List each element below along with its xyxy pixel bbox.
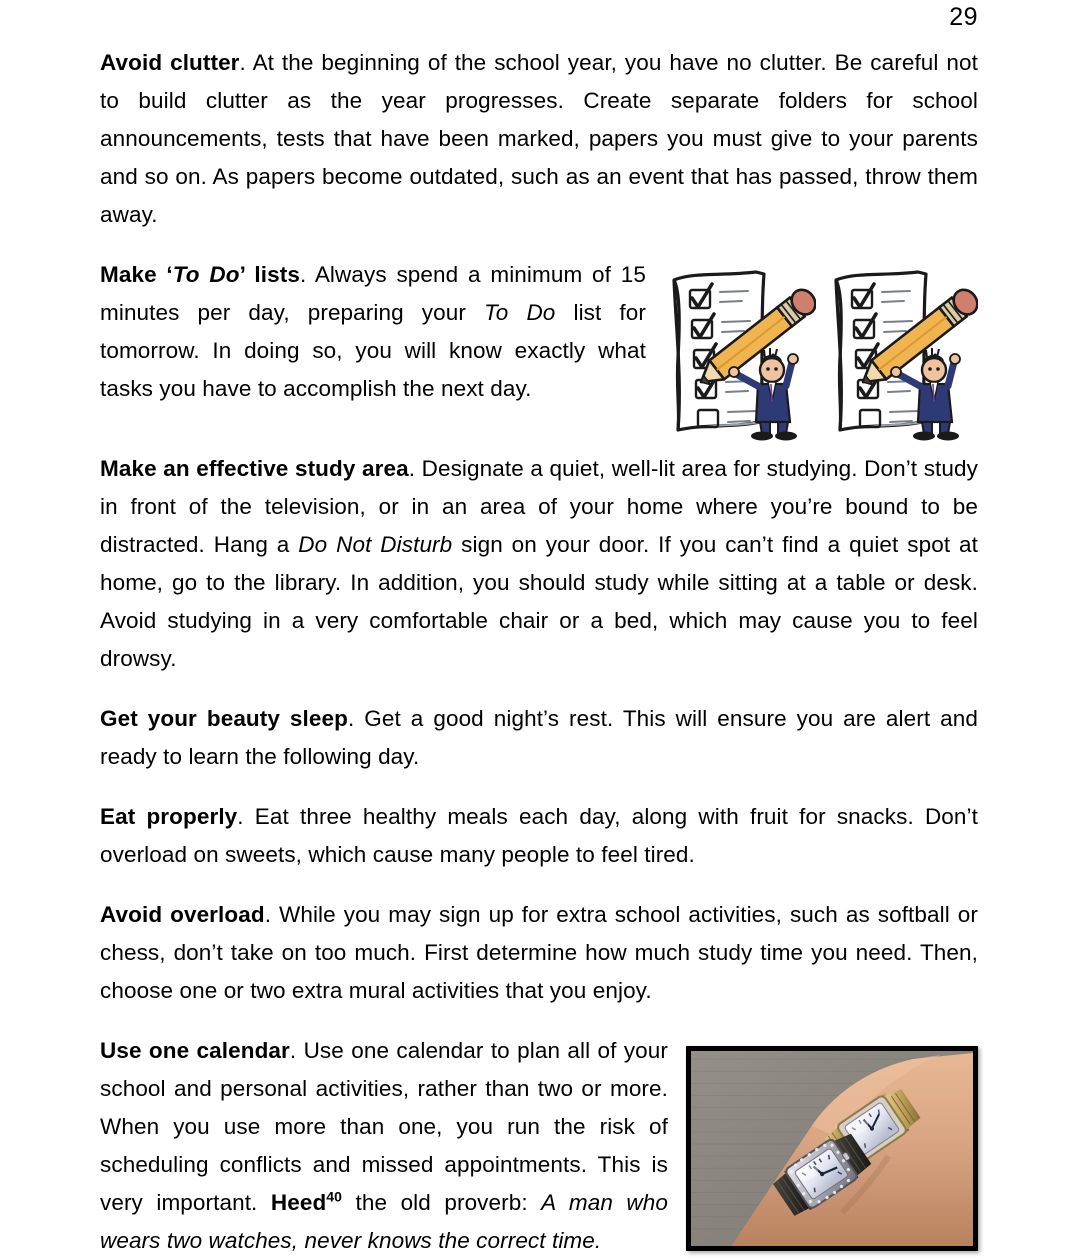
- page-content: [100, 44, 978, 1260]
- paragraph-lead-label: Avoid overload: [100, 902, 265, 927]
- paragraph-lead-label: Use one calendar: [100, 1038, 290, 1063]
- footnote-marker: 40: [326, 1188, 343, 1205]
- paragraph-avoid-clutter: [100, 44, 978, 234]
- paragraph-lead-label: Avoid clutter: [100, 50, 240, 75]
- paragraph-body-text-part2: sign on your door. If you can’t find a quiet spot at home, go to the library. In addition, you should study while sitting at a table or desk. Avoid studying in a very comfortable chair or a bed, which may cause you to feel drowsy.: [100, 532, 978, 671]
- paragraph-body-text: . While you may sign up for extra school activities, such as softball or chess, don’t take on too much. First determine how much study time you need. Then, choose one or two extra mural activities that you enjoy.: [100, 902, 978, 1003]
- lead-prefix: Make ‘: [100, 262, 173, 287]
- paragraph-eat-properly: [100, 798, 978, 874]
- page-number: 29: [949, 3, 978, 31]
- paragraph-lead-label: [100, 262, 300, 287]
- paragraph-lead-label: Make an effective study area: [100, 456, 409, 481]
- paragraph-effective-study-area: [100, 450, 978, 678]
- paragraph-beauty-sleep: [100, 700, 978, 776]
- checklist-person-pencil-icon: [822, 262, 978, 442]
- body-italic-do-not-disturb: Do Not Disturb: [298, 532, 453, 557]
- heed-bold-word: Heed: [270, 1190, 327, 1215]
- paragraph-body-text-part1: . Always spend a minimum of 15 minutes per day, preparing your: [100, 262, 646, 325]
- paragraph-lead-label: Eat properly: [100, 804, 238, 829]
- lead-suffix: ’ lists: [239, 262, 300, 287]
- paragraph-avoid-overload: [100, 896, 978, 1010]
- proverb-italic-text: A man who wears two watches, never knows the correct time.: [100, 1190, 669, 1253]
- paragraph-lead-label: Get your beauty sleep: [100, 706, 348, 731]
- checklist-person-pencil-icon: [660, 262, 816, 442]
- todo-clipart-group: [660, 262, 978, 444]
- paragraph-body-text: . Get a good night’s rest. This will ensure you are alert and ready to learn the following day.: [100, 706, 978, 769]
- body-italic-to-do: To Do: [484, 300, 556, 325]
- paragraph-body-text-part1: . Designate a quiet, well-lit area for studying. Don’t study in front of the television, or in an area of your home where you’re bound to be distracted. Hang a: [100, 456, 978, 557]
- lead-italic-to-do: To Do: [172, 262, 240, 287]
- paragraph-body-text: . Eat three healthy meals each day, along with fruit for snacks. Don’t overload on sweets, which cause many people to feel tired.: [100, 804, 978, 867]
- photo-inner: [691, 1051, 973, 1246]
- paragraph-body-text-part1: . Use one calendar to plan all of your school and personal activities, rather than two or more. When you use more than one, you run the risk of scheduling conflicts and missed appointments. This is very important.: [100, 1038, 668, 1215]
- paragraph-body-text-part2: list for tomorrow. In doing so, you will know exactly what tasks you have to accomplish the next day.: [100, 300, 646, 401]
- wrist-with-two-watches-photo: [686, 1046, 978, 1251]
- paragraph-body-text-part2: the old proverb:: [342, 1190, 542, 1215]
- paragraph-body-text: . At the beginning of the school year, you have no clutter. Be careful not to build clutter as the year progresses. Create separate folders for school announcements, tests that have been marked, papers you must give to your parents and so on. As papers become outdated, such as an event that has passed, throw them away.: [100, 50, 978, 227]
